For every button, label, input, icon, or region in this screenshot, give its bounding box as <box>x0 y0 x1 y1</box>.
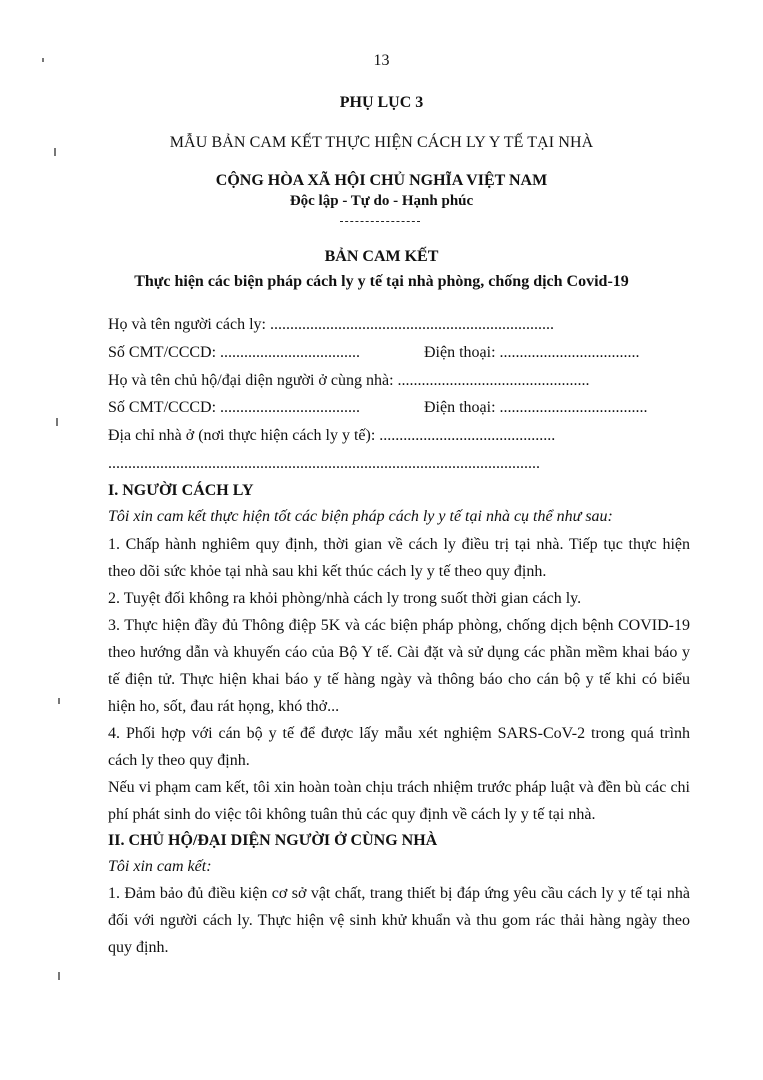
section-1-item-2: 2. Tuyệt đối không ra khỏi phòng/nhà cách ly trong suốt thời gian cách ly. <box>108 590 582 607</box>
address-continued-field: ............................................................................................................ <box>108 455 540 472</box>
section-1-commitment-note: Nếu vi phạm cam kết, tôi xin hoàn toàn chịu trách nhiệm trước pháp luật và đền bù các chi phí phát sinh do việc tôi không tuân thủ các quy định về cách ly y tế tại nhà. <box>108 779 690 823</box>
form-title: MẪU BẢN CAM KẾT THỰC HIỆN CÁCH LY Y TẾ TẠI NHÀ <box>169 134 594 151</box>
appendix-title: PHỤ LỤC 3 <box>339 94 424 111</box>
section-2-heading: II. CHỦ HỘ/ĐẠI DIỆN NGƯỜI Ở CÙNG NHÀ <box>108 832 438 849</box>
document-subtitle: Thực hiện các biện pháp cách ly y tế tại nhà phòng, chống dịch Covid-19 <box>134 273 629 290</box>
national-title: CỘNG HÒA XÃ HỘI CHỦ NGHĨA VIỆT NAM <box>215 172 548 189</box>
section-1-item-3: 3. Thực hiện đầy đủ Thông điệp 5K và các biện pháp phòng, chống dịch bệnh COVID-19 theo hướng dẫn và khuyến cáo của Bộ Y tế. Cài đặt và sử dụng các phần mềm khai báo y tế điện tử. Thực hiện khai báo y tế hàng ngày và thông báo cho cán bộ y tế khi có biểu hiện ho, sốt, đau rát họng, khó thở... <box>108 617 690 715</box>
quarantined-name-field: Họ và tên người cách ly: ....................................................................... <box>108 316 554 333</box>
address-field: Địa chỉ nhà ở (nơi thực hiện cách ly y tế): ............................................ <box>108 427 556 444</box>
section-1-heading: I. NGƯỜI CÁCH LY <box>108 482 254 499</box>
motto-divider <box>340 221 420 222</box>
section-2-item-1: 1. Đảm bảo đủ điều kiện cơ sở vật chất, trang thiết bị đáp ứng yêu cầu cách ly y tế tại nhà đối với người cách ly. Thực hiện vệ sinh khử khuẩn và thu gom rác thải hàng ngày theo quy định. <box>108 885 690 956</box>
id-number-field: Số CMT/CCCD: ................................... <box>108 344 361 361</box>
national-motto: Độc lập - Tự do - Hạnh phúc <box>289 193 474 209</box>
section-2-intro: Tôi xin cam kết: <box>108 858 212 875</box>
scan-mark <box>56 418 58 426</box>
id-phone-row-2 <box>108 399 648 417</box>
phone-field: Điện thoại: ................................... <box>424 344 640 361</box>
household-name-field: Họ và tên chủ hộ/đại diện người ở cùng nhà: ................................................ <box>108 372 590 389</box>
section-1-intro: Tôi xin cam kết thực hiện tốt các biện pháp cách ly y tế tại nhà cụ thể như sau: <box>108 508 613 525</box>
section-1-item-4: 4. Phối hợp với cán bộ y tế để được lấy mẫu xét nghiệm SARS-CoV-2 trong quá trình cách ly theo quy định. <box>108 725 690 769</box>
section-1-item-1: 1. Chấp hành nghiêm quy định, thời gian về cách ly điều trị tại nhà. Tiếp tục thực hiện theo dõi sức khỏe tại nhà sau khi kết thúc cách ly y tế theo quy định. <box>108 536 690 580</box>
id-number-field: Số CMT/CCCD: ................................... <box>108 399 361 416</box>
scan-mark <box>58 698 60 704</box>
page-number: 13 <box>373 52 390 69</box>
phone-field: Điện thoại: ..................................... <box>424 399 648 416</box>
document-title: BẢN CAM KẾT <box>324 248 439 265</box>
scan-mark <box>58 972 60 980</box>
id-phone-row-1 <box>108 344 640 362</box>
